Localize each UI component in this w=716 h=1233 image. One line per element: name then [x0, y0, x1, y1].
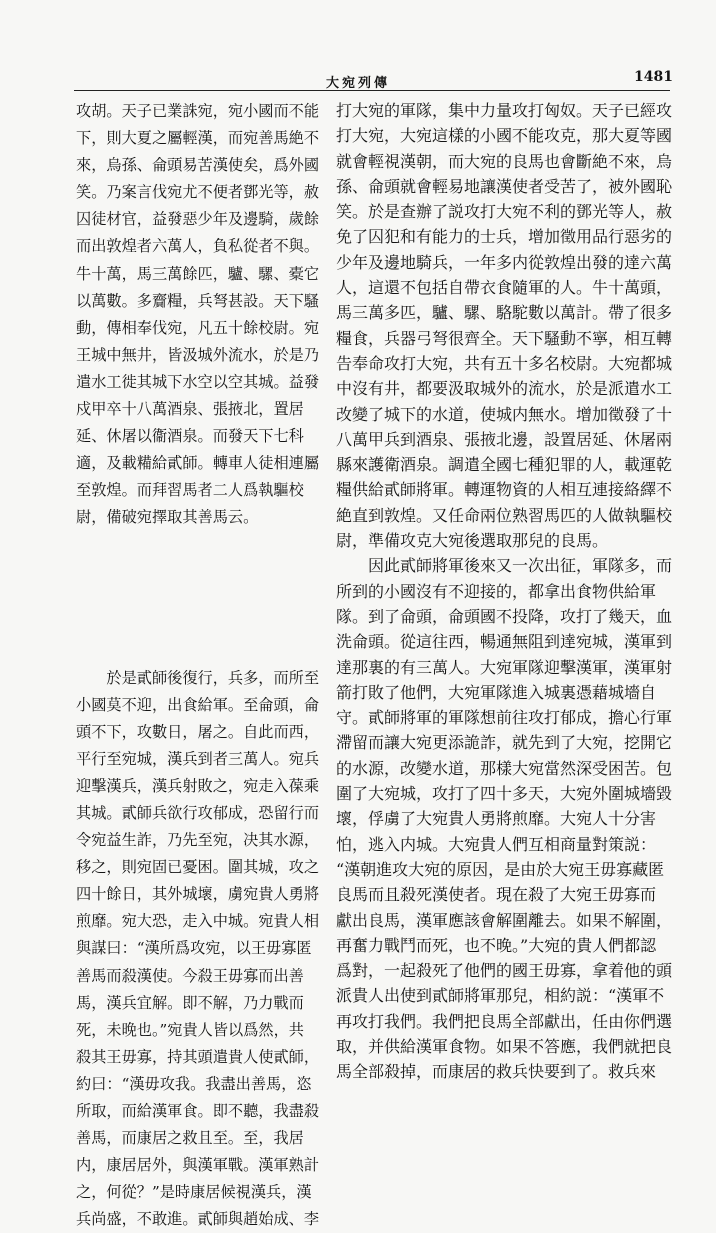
- text-line: 派貴人出使到貳師將軍那兒，相約説：“漢軍不: [336, 983, 672, 1008]
- text-line: 約曰：“漢毋攻我。我盡出善馬，恣: [76, 1071, 319, 1098]
- text-line: 殺其王毋寡，持其頭遣貴人使貳師，: [76, 1044, 319, 1071]
- text-line: 來，烏孫、侖頭易苦漢使矣，爲外國: [76, 152, 319, 179]
- text-line: 因此貳師將軍後來又一次出征，軍隊多，而: [336, 553, 672, 578]
- text-line: 洗侖頭。從這往西，暢通無阻到達宛城，漢軍到: [336, 629, 672, 654]
- text-line: 四十餘日，其外城壞，虜宛貴人勇將: [76, 881, 319, 908]
- text-line: 孫、侖頭就會輕易地讓漢使者受苦了，被外國恥: [336, 174, 672, 199]
- text-line: 内，康居居外，與漢軍戰。漢軍熟計: [76, 1152, 319, 1179]
- text-line: 縣來護衛酒泉。調遣全國七種犯罪的人，載運乾: [336, 452, 672, 477]
- text-line: 之，何從？”是時康居候視漢兵，漢: [76, 1179, 319, 1206]
- page-number: 1481: [634, 69, 673, 85]
- text-line: 遣水工徙其城下水空以空其城。益發: [76, 369, 319, 396]
- text-line: 善馬，而康居之救且至。至，我居: [76, 1125, 319, 1152]
- text-line: 守。貳師將軍的軍隊想前往攻打郁成，擔心行軍: [336, 705, 672, 730]
- text-line: 的水源，改變水道，那樣大宛當然深受困苦。包: [336, 756, 672, 781]
- text-line: 尉，準備攻克大宛後選取那兒的良馬。: [336, 528, 672, 553]
- text-line: 壞，俘虜了大宛貴人勇將煎靡。大宛人十分害: [336, 806, 672, 831]
- text-line: 煎靡。宛大恐，走入中城。宛貴人相: [76, 908, 319, 935]
- text-line: 馬三萬多匹，驢、騾、駱駝數以萬計。帶了很多: [336, 300, 672, 325]
- translation-text-column: [336, 98, 672, 1085]
- text-line: 再攻打我們。我們把良馬全部獻出，任由你們選: [336, 1009, 672, 1034]
- text-line: 獻出良馬，漢軍應該會解圍離去。如果不解圍，: [336, 908, 672, 933]
- text-line: 至敦煌。而拜習馬者二人爲執驅校: [76, 477, 319, 504]
- text-line: 平行至宛城，漢兵到者三萬人。宛兵: [76, 746, 319, 773]
- text-line: 糧食，兵器弓弩很齊全。天下騷動不寧，相互轉: [336, 326, 672, 351]
- text-line: 絶直到敦煌。又任命兩位熟習馬匹的人做執驅校: [336, 503, 672, 528]
- text-line: 馬全部殺掉，而康居的救兵快要到了。救兵來: [336, 1059, 672, 1084]
- text-line: 笑。於是查辦了説攻打大宛不利的鄧光等人，赦: [336, 199, 672, 224]
- text-line: 死，未晚也。”宛貴人皆以爲然，共: [76, 1017, 319, 1044]
- text-line: 戍甲卒十八萬酒泉、張掖北，置居: [76, 396, 319, 423]
- running-head-title: 大宛列傳: [0, 72, 716, 91]
- text-line: 爲對，一起殺死了他們的國王毋寡，拿着他的頭: [336, 958, 672, 983]
- text-line: 免了囚犯和有能力的士兵，增加徵用品行惡劣的: [336, 224, 672, 249]
- text-line: 人，這還不包括自帶衣食隨軍的人。牛十萬頭，: [336, 275, 672, 300]
- text-line: 箭打敗了他們，大宛軍隊進入城裏憑藉城墻自: [336, 680, 672, 705]
- text-line: 打大宛，大宛這樣的小國不能攻克，那大夏等國: [336, 123, 672, 148]
- text-line: 與謀曰：“漢所爲攻宛，以王毋寡匿: [76, 935, 319, 962]
- text-line: 所到的小國沒有不迎接的，都拿出食物供給軍: [336, 579, 672, 604]
- text-line: 以萬數。多齎糧，兵弩甚設。天下騷: [76, 288, 319, 315]
- text-line: 小國莫不迎，出食給軍。至侖頭，侖: [76, 692, 319, 719]
- text-line: 所取，而給漢軍食。即不聽，我盡殺: [76, 1098, 319, 1125]
- text-line: “漢朝進攻大宛的原因，是由於大宛王毋寡藏匿: [336, 857, 672, 882]
- text-line: 牛十萬，馬三萬餘匹，驢、騾、橐它: [76, 261, 319, 288]
- text-line: 其城。貳師兵欲行攻郁成，恐留行而: [76, 800, 319, 827]
- text-line: 達那裏的有三萬人。大宛軍隊迎擊漢軍，漢軍射: [336, 655, 672, 680]
- text-line: 下，則大夏之屬輕漢，而宛善馬絶不: [76, 125, 319, 152]
- text-line: 適，及載糒給貳師。轉車人徒相連屬: [76, 450, 319, 477]
- text-line: 再奮力戰鬥而死，也不晚。”大宛的貴人們都認: [336, 933, 672, 958]
- text-line: 善馬而殺漢使。今殺王毋寡而出善: [76, 963, 319, 990]
- header-rule: [74, 90, 670, 91]
- text-line: 笑。乃案言伐宛尤不便者鄧光等，赦: [76, 179, 319, 206]
- text-line: 隊。到了侖頭，侖頭國不投降，攻打了幾天，血: [336, 604, 672, 629]
- classical-text-column: [76, 98, 319, 1233]
- text-line: 王城中無井，皆汲城外流水，於是乃: [76, 342, 319, 369]
- translation-paragraph-2: [336, 553, 672, 1084]
- text-line: 馬，漢兵宜解。即不解，乃力戰而: [76, 990, 319, 1017]
- text-line: 移之，則宛固已憂困。圍其城，攻之: [76, 854, 319, 881]
- text-line: 就會輕視漢朝，而大宛的良馬也會斷絶不來，烏: [336, 149, 672, 174]
- text-line: 尉，備破宛擇取其善馬云。: [76, 504, 319, 531]
- classical-paragraph-1: [76, 98, 319, 532]
- text-line: 迎擊漢兵，漢兵射敗之，宛走入葆乘: [76, 773, 319, 800]
- text-line: 少年及邊地騎兵，一年多内從敦煌出發的達六萬: [336, 250, 672, 275]
- text-line: 動，傳相奉伐宛，凡五十餘校尉。宛: [76, 315, 319, 342]
- text-line: 兵尚盛，不敢進。貳師與趙始成、李: [76, 1206, 319, 1233]
- text-line: 打大宛的軍隊，集中力量攻打匈奴。天子已經攻: [336, 98, 672, 123]
- text-line: 取，并供給漢軍食物。如果不答應，我們就把良: [336, 1034, 672, 1059]
- text-line: 糧供給貳師將軍。轉運物資的人相互連接絡繹不: [336, 477, 672, 502]
- classical-paragraph-2: [76, 665, 319, 1233]
- text-line: 頭不下，攻數日，屠之。自此而西，: [76, 719, 319, 746]
- text-line: 令宛益生詐，乃先至宛，决其水源，: [76, 827, 319, 854]
- text-line: 滯留而讓大宛更添詭詐，就先到了大宛，挖開它: [336, 730, 672, 755]
- text-line: 中沒有井，都要汲取城外的流水，於是派遣水工: [336, 376, 672, 401]
- text-line: 而出敦煌者六萬人，負私從者不與。: [76, 233, 319, 260]
- text-line: 延、休屠以衞酒泉。而發天下七科: [76, 423, 319, 450]
- text-line: 良馬而且殺死漢使者。現在殺了大宛王毋寡而: [336, 882, 672, 907]
- text-line: 八萬甲兵到酒泉、張掖北邊，設置居延、休屠兩: [336, 427, 672, 452]
- text-line: 告奉命攻打大宛，共有五十多名校尉。大宛都城: [336, 351, 672, 376]
- text-line: 改變了城下的水道，使城内無水。增加徵發了十: [336, 402, 672, 427]
- text-line: 於是貳師後復行，兵多，而所至: [76, 665, 319, 692]
- translation-paragraph-1: [336, 98, 672, 553]
- text-line: 怕，逃入内城。大宛貴人們互相商量對策説：: [336, 832, 672, 857]
- text-line: 攻胡。天子已業誅宛，宛小國而不能: [76, 98, 319, 125]
- text-line: 圍了大宛城，攻打了四十多天，大宛外圍城墻毀: [336, 781, 672, 806]
- text-line: 囚徒材官，益發惡少年及邊騎，歲餘: [76, 206, 319, 233]
